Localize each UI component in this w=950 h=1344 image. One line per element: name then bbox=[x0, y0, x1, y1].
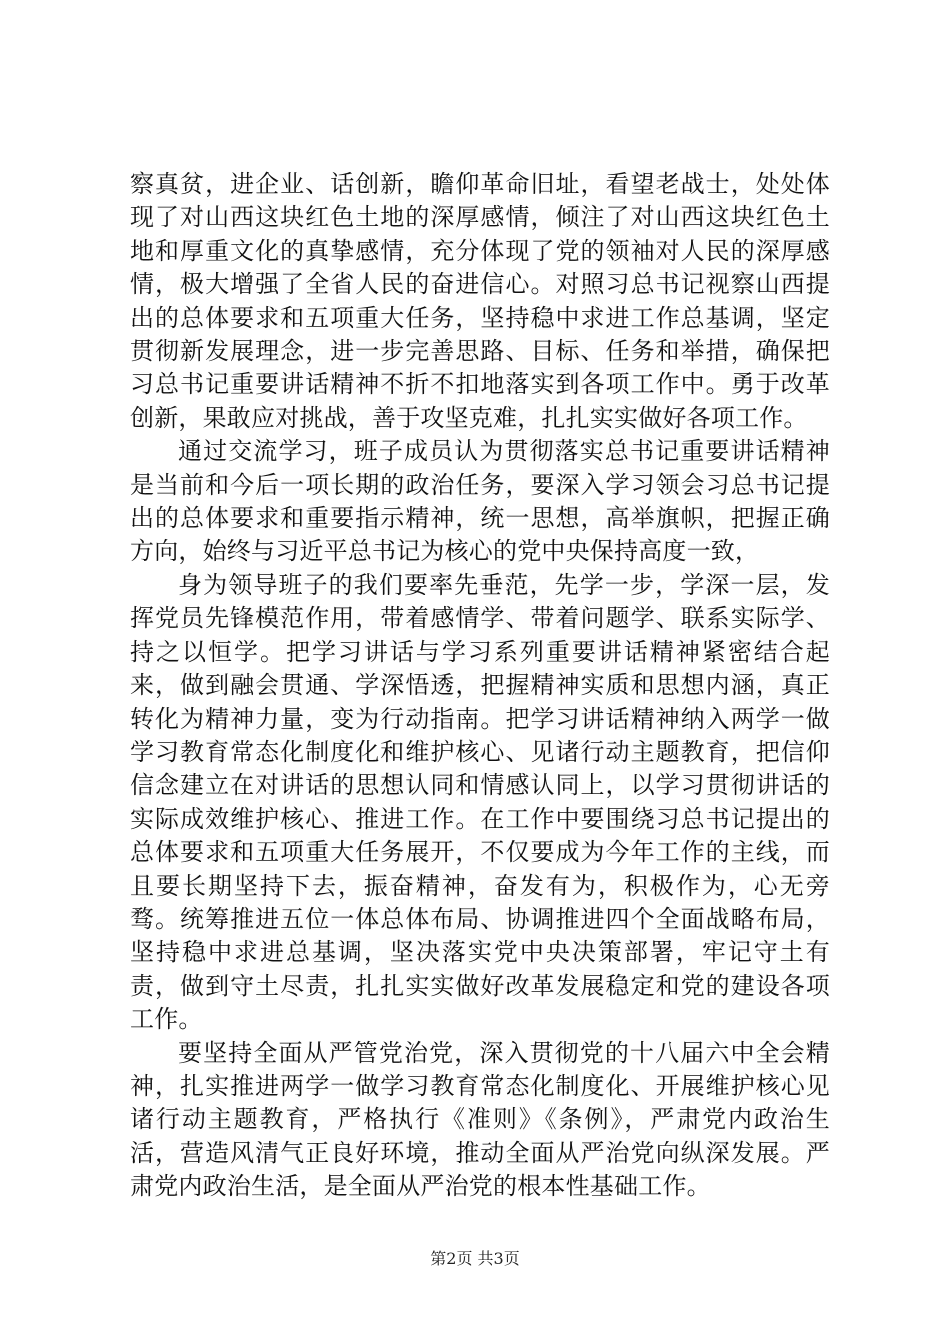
document-body bbox=[130, 168, 830, 1204]
paragraph: 通过交流学习，班子成员认为贯彻落实总书记重要讲话精神是当前和今后一项长期的政治任务，要深入学习领会习总书记提出的总体要求和重要指示精神，统一思想，高举旗帜，把握正确方向，始终与习近平总书记为核心的党中央保持高度一致， bbox=[130, 437, 830, 566]
paragraph: 身为领导班子的我们要率先垂范，先学一步，学深一层，发挥党员先锋模范作用，带着感情学、带着问题学、联系实际学、持之以恒学。把学习讲话与学习系列重要讲话精神紧密结合起来，做到融会贯通、学深悟透，把握精神实质和思想内涵，真正转化为精神力量，变为行动指南。把学习讲话精神纳入两学一做学习教育常态化制度化和维护核心、见诸行动主题教育，把信仰信念建立在对讲话的思想认同和情感认同上，以学习贯彻讲话的实际成效维护核心、推进工作。在工作中要围绕习总书记提出的总体要求和五项重大任务展开，不仅要成为今年工作的主线，而且要长期坚持下去，振奋精神，奋发有为，积极作为，心无旁骛。统筹推进五位一体总体布局、协调推进四个全面战略布局，坚持稳中求进总基调，坚决落实党中央决策部署，牢记守土有责，做到守土尽责，扎扎实实做好改革发展稳定和党的建设各项工作。 bbox=[130, 570, 830, 1034]
paragraph: 要坚持全面从严管党治党，深入贯彻党的十八届六中全会精神，扎实推进两学一做学习教育常态化制度化、开展维护核心见诸行动主题教育，严格执行《准则》《条例》，严肃党内政治生活，营造风清气正良好环境，推动全面从严治党向纵深发展。严肃党内政治生活，是全面从严治党的根本性基础工作。 bbox=[130, 1038, 830, 1201]
page-number-footer: 第2页 共3页 bbox=[430, 1249, 520, 1268]
paragraph-continued: 察真贫，进企业、话创新，瞻仰革命旧址，看望老战士，处处体现了对山西这块红色土地的深厚感情，倾注了对山西这块红色土地和厚重文化的真挚感情，充分体现了党的领袖对人民的深厚感情，极大增强了全省人民的奋进信心。对照习总书记视察山西提出的总体要求和五项重大任务，坚持稳中求进工作总基调，坚定贯彻新发展理念，进一步完善思路、目标、任务和举措，确保把习总书记重要讲话精神不折不扣地落实到各项工作中。勇于改革创新，果敢应对挑战，善于攻坚克难，扎扎实实做好各项工作。 bbox=[130, 170, 830, 432]
